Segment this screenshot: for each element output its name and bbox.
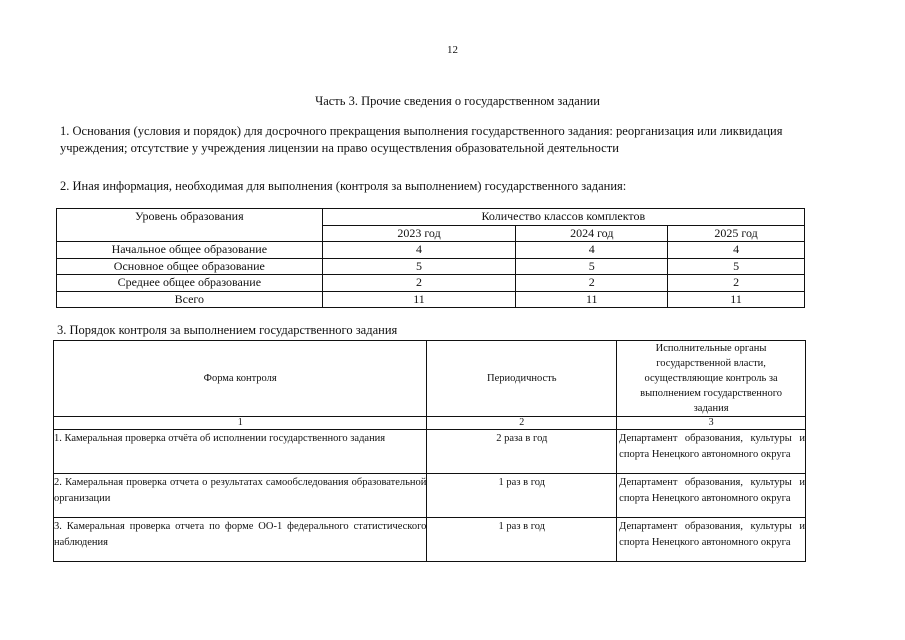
period-cell: 2 раза в год (427, 430, 617, 474)
org-cell: Департамент образования, культуры и спорта Ненецкого автономного округа (617, 474, 806, 518)
value-cell: 11 (322, 291, 516, 308)
form-cell: 2. Камеральная проверка отчета о результатах самообследования образовательной организации (54, 474, 427, 518)
table-row (57, 291, 805, 308)
org-cell: Департамент образования, культуры и спорта Ненецкого автономного округа (617, 430, 806, 474)
value-cell: 4 (516, 242, 668, 259)
classes-header-count: Количество классов комплектов (322, 209, 804, 226)
section-3-text: 3. Порядок контроля за выполнением государственного задания (57, 323, 398, 337)
org-cell: Департамент образования, культуры и спорта Ненецкого автономного округа (617, 518, 806, 562)
period-cell: 1 раз в год (427, 518, 617, 562)
classes-table (56, 208, 805, 308)
table-row (57, 275, 805, 292)
value-cell: 2 (516, 275, 668, 292)
level-cell: Всего (57, 291, 323, 308)
value-cell: 2 (668, 275, 805, 292)
value-cell: 2 (322, 275, 516, 292)
part-title: Часть 3. Прочие сведения о государственном задании (315, 94, 600, 108)
level-cell: Среднее общее образование (57, 275, 323, 292)
year-header: 2025 год (668, 225, 805, 242)
form-cell: 1. Камеральная проверка отчёта об исполнении государственного задания (54, 430, 427, 474)
value-cell: 11 (668, 291, 805, 308)
value-cell: 4 (322, 242, 516, 259)
table-row (54, 474, 806, 518)
table-row (57, 258, 805, 275)
table-row (54, 518, 806, 562)
year-header: 2023 год (322, 225, 516, 242)
value-cell: 5 (322, 258, 516, 275)
column-number: 2 (427, 417, 617, 430)
value-cell: 4 (668, 242, 805, 259)
year-header: 2024 год (516, 225, 668, 242)
value-cell: 11 (516, 291, 668, 308)
control-table (53, 340, 806, 562)
control-header-form: Форма контроля (54, 341, 427, 417)
value-cell: 5 (516, 258, 668, 275)
period-cell: 1 раз в год (427, 474, 617, 518)
level-cell: Начальное общее образование (57, 242, 323, 259)
level-cell: Основное общее образование (57, 258, 323, 275)
control-header-org: Исполнительные органы государственной власти, осуществляющие контроль за выполнением государственного задания (617, 341, 806, 417)
table-row (54, 430, 806, 474)
section-1-text: 1. Основания (условия и порядок) для досрочного прекращения выполнения государственного задания: реорганизация или ликвидация учреждения; отсутствие у учреждения лицензии на право осуществления образовательной деятельности (60, 124, 783, 155)
table-row (57, 242, 805, 259)
form-cell: 3. Камеральная проверка отчета по форме ОО-1 федерального статистического наблюдения (54, 518, 427, 562)
value-cell: 5 (668, 258, 805, 275)
control-header-period: Периодичность (427, 341, 617, 417)
column-number: 3 (617, 417, 806, 430)
page-number: 12 (447, 44, 458, 56)
column-number: 1 (54, 417, 427, 430)
classes-header-level: Уровень образования (57, 209, 323, 242)
section-2-text: 2. Иная информация, необходимая для выполнения (контроля за выполнением) государственного задания: (60, 179, 627, 193)
